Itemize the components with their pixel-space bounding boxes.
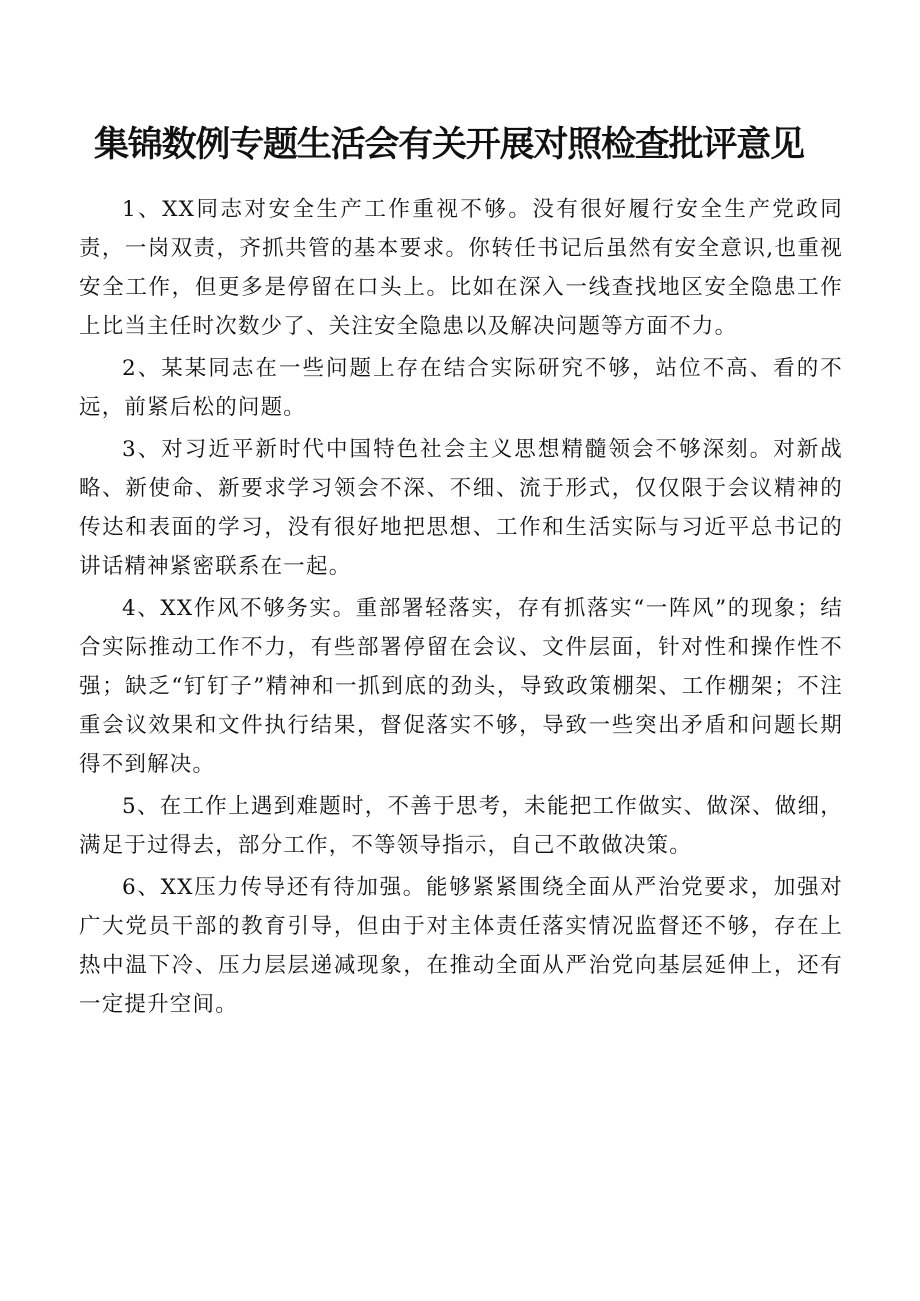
paragraph-1: 1、XX同志对安全生产工作重视不够。没有很好履行安全生产党政同责，一岗双责，齐抓共管的基本要求。你转任书记后虽然有安全意识,也重视安全工作，但更多是停留在口头上。比如在深入一线查找地区安全隐患工作上比当主任时次数少了、关注安全隐患以及解决问题等方面不力。 [79, 197, 843, 339]
paragraph-5: 5、在工作上遇到难题时，不善于思考，未能把工作做实、做深、做细，满足于过得去，部分工作，不等领导指示，自己不敢做决策。 [79, 794, 843, 858]
document-title: 集锦数例专题生活会有关开展对照检查批评意见 [94, 125, 804, 165]
paragraph-3: 3、对习近平新时代中国特色社会主义思想精髓领会不够深刻。对新战略、新使命、新要求学习领会不深、不细、流于形式，仅仅限于会议精神的传达和表面的学习，没有很好地把思想、工作和生活实际与习近平总书记的讲话精神紧密联系在一起。 [79, 437, 843, 579]
paragraph-4: 4、XX作风不够务实。重部署轻落实，存有抓落实“一阵风”的现象；结合实际推动工作不力，有些部署停留在会议、文件层面，针对性和操作性不强；缺乏“钉钉子”精神和一抓到底的劲头，导致政策棚架、工作棚架；不注重会议效果和文件执行结果，督促落实不够，导致一些突出矛盾和问题长期得不到解决。 [79, 596, 843, 777]
document-body [79, 190, 843, 1027]
paragraph-2: 2、某某同志在一些问题上存在结合实际研究不够，站位不高、看的不远，前紧后松的问题。 [79, 356, 843, 420]
paragraph-6: 6、XX压力传导还有待加强。能够紧紧围绕全面从严治党要求，加强对广大党员干部的教育引导，但由于对主体责任落实情况监督还不够，存在上热中温下冷、压力层层递减现象，在推动全面从严治党向基层延伸上，还有一定提升空间。 [79, 875, 843, 1017]
